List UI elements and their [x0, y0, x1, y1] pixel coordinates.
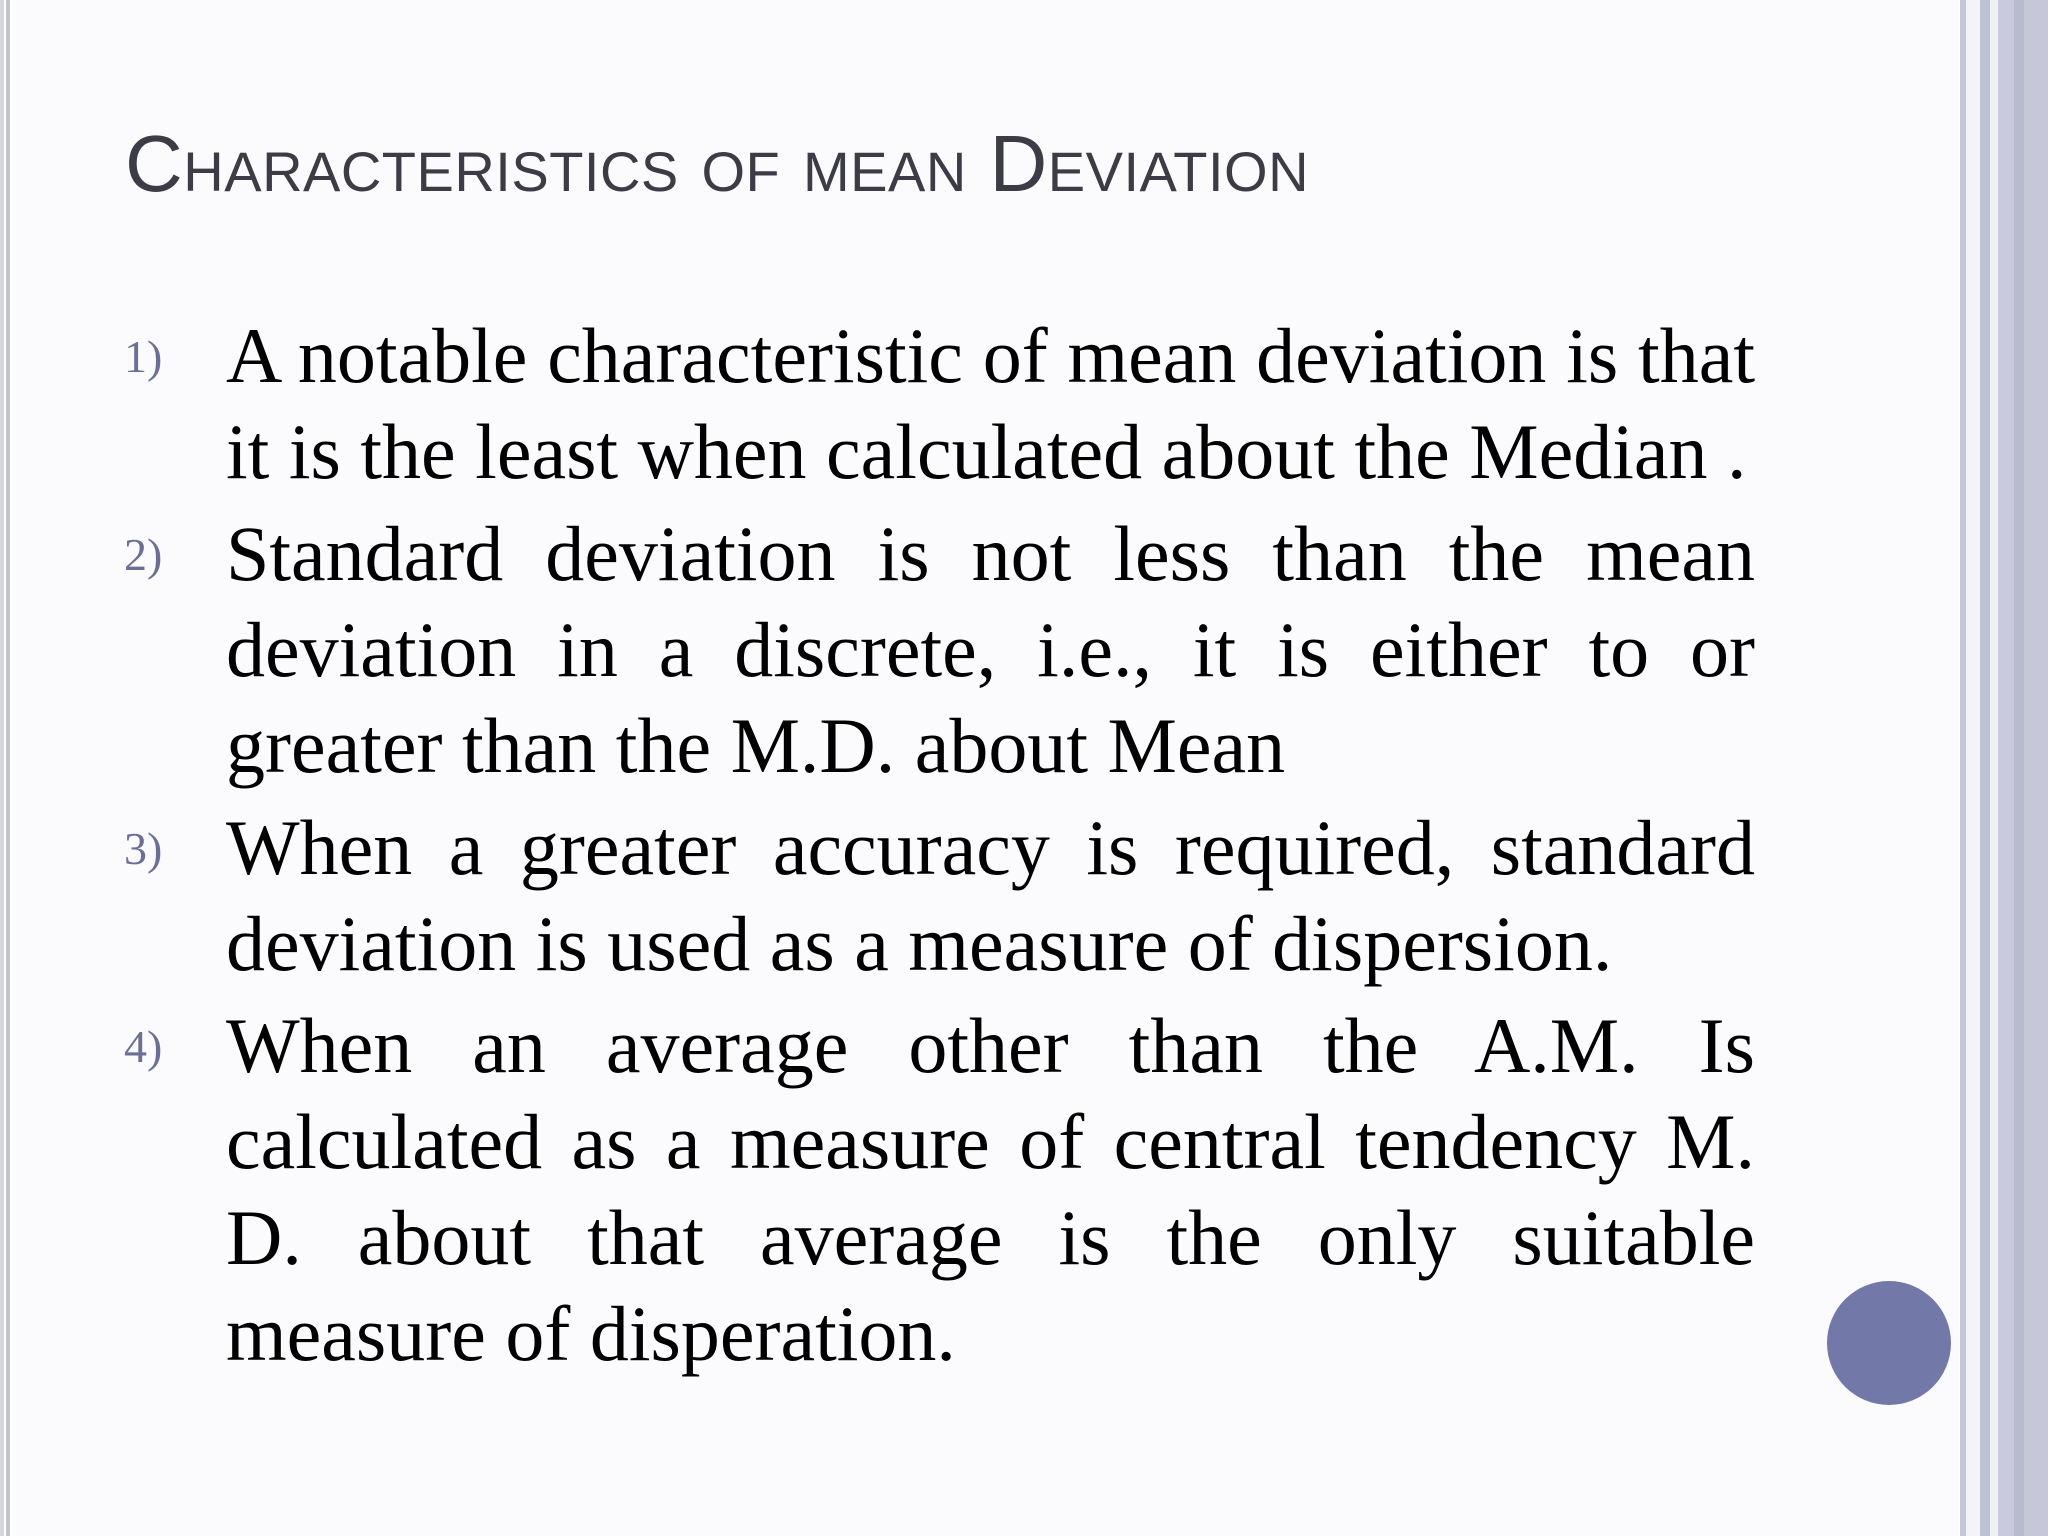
bullet-item-2 [120, 506, 1755, 794]
bullet-list [120, 308, 1755, 1388]
bullet-text: Standard deviation is not less than the mean deviation in a discrete, i.e., it is either to or greater than the M.D. about Mean [226, 510, 1755, 789]
bullet-text: When an average other than the A.M. Is calculated as a measure of central tendency M. D. about that average is the only suitable measure of disperation. [226, 1002, 1755, 1377]
left-border-bar [0, 0, 4, 1536]
bullet-item-4 [120, 998, 1755, 1382]
bullet-number: 1) [124, 331, 163, 382]
bullet-text: A notable characteristic of mean deviation is that it is the least when calculated about the Median . [226, 312, 1755, 495]
decorative-circle-icon [1827, 1281, 1951, 1405]
right-border-bar-4 [1990, 0, 1998, 1536]
bullet-item-1 [120, 308, 1755, 500]
bullet-item-3 [120, 800, 1755, 992]
bullet-number: 3) [124, 823, 163, 874]
slide-title: Characteristics of mean Deviation [125, 119, 1310, 208]
right-border-bar-3 [1980, 0, 1990, 1536]
bullet-text: When a greater accuracy is required, standard deviation is used as a measure of dispersion. [226, 804, 1755, 987]
right-border-bar-7 [2024, 0, 2048, 1536]
right-border-bar-5 [1998, 0, 2014, 1536]
right-border-bar-2 [1966, 0, 1980, 1536]
bullet-number: 4) [124, 1021, 163, 1072]
right-border-bar-6 [2014, 0, 2024, 1536]
bullet-number: 2) [124, 529, 163, 580]
left-border-bar-inner [6, 0, 10, 1536]
